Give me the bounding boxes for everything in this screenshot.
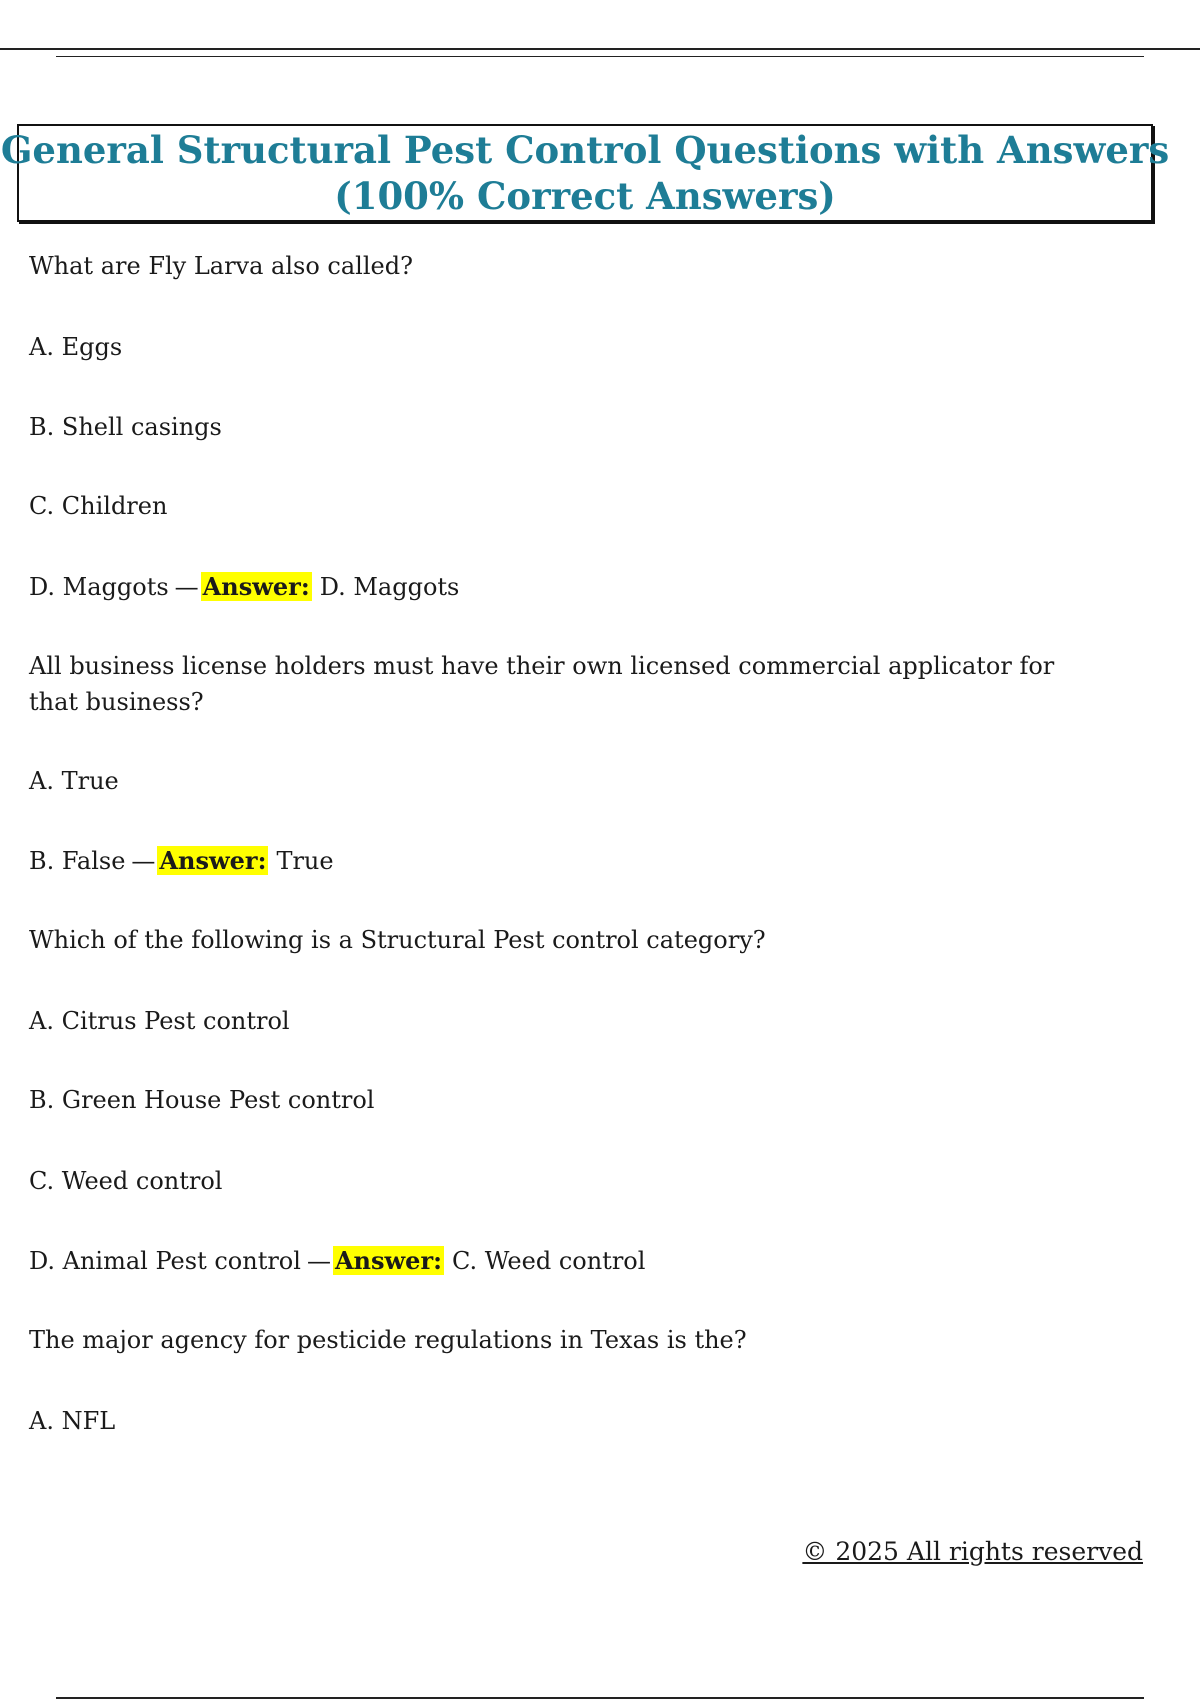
question-text: The major agency for pesticide regulations in Texas is the? [29,1326,747,1354]
option-item: C. Weed control [29,1167,223,1195]
answer-dash: — [306,1247,331,1275]
document-title-line2: (100% Correct Answers) [334,174,836,218]
document-title-box [0,124,1170,222]
option-item: A. True [29,767,119,795]
answer-value: True [276,847,334,875]
option-with-answer [29,1243,645,1279]
option-item: C. Children [29,492,168,520]
top-rule-inner [56,56,1144,57]
answer-label: Answer: [334,1246,442,1275]
question-text: All business license holders must have their own licensed commercial applicator for that business? [29,652,1055,716]
top-rule-outer [0,48,1200,50]
option-item: A. Eggs [29,333,123,361]
option-item: B. Green House Pest control [29,1086,375,1114]
answer-value: C. Weed control [451,1247,646,1275]
option-item: D. Maggots [29,573,169,601]
option-with-answer [29,569,459,605]
answer-dash: — [174,573,199,601]
answer-label: Answer: [159,846,267,875]
question-text: What are Fly Larva also called? [29,252,413,280]
question-text: Which of the following is a Structural Pest control category? [29,926,766,954]
answer-label: Answer: [202,572,310,601]
document-title-line1: General Structural Pest Control Questions with Answers [0,128,1170,172]
option-with-answer [29,843,334,879]
answer-value: D. Maggots [319,573,460,601]
bottom-rule [56,1697,1144,1699]
option-item: A. NFL [29,1407,116,1435]
option-item: B. Shell casings [29,413,222,441]
option-item: B. False [29,847,126,875]
option-item: D. Animal Pest control [29,1247,301,1275]
option-item: A. Citrus Pest control [29,1007,290,1035]
answer-dash: — [131,847,156,875]
copyright-footer: © 2025 All rights reserved [802,1537,1143,1566]
